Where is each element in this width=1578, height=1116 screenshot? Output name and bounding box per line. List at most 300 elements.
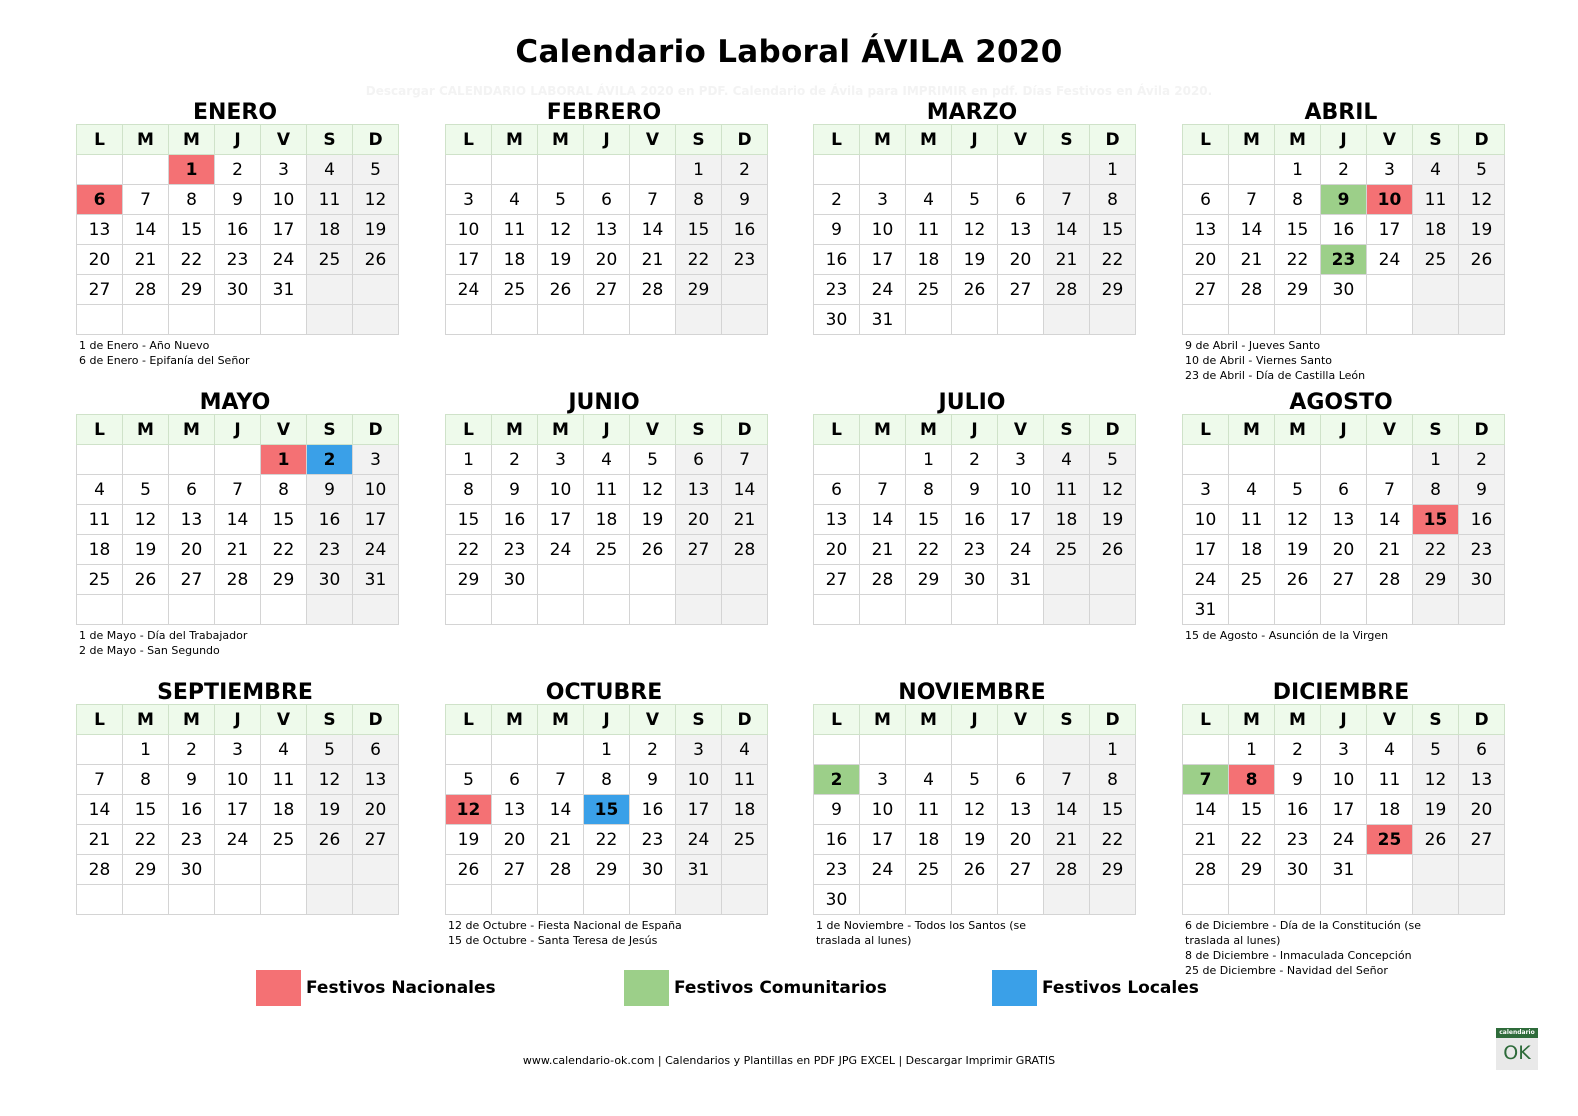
calendario-ok-logo[interactable] (1496, 1028, 1538, 1070)
day-cell: 17 (1321, 795, 1367, 825)
week-row (446, 595, 768, 625)
day-cell: 30 (215, 275, 261, 305)
day-cell: 28 (1044, 275, 1090, 305)
day-cell: 4 (1367, 735, 1413, 765)
holiday-day-cell: 2 (814, 765, 860, 795)
month-agosto (1182, 388, 1500, 643)
legend-label-local: Festivos Locales (1042, 978, 1199, 998)
empty-day-cell (998, 885, 1044, 915)
day-cell: 18 (307, 215, 353, 245)
day-cell: 24 (998, 535, 1044, 565)
empty-day-cell (538, 885, 584, 915)
weekday-label: M (169, 125, 215, 155)
day-cell: 2 (952, 445, 998, 475)
month-table (1182, 124, 1505, 335)
day-cell: 23 (1275, 825, 1321, 855)
day-cell: 17 (1367, 215, 1413, 245)
day-cell: 1 (1229, 735, 1275, 765)
week-row (77, 245, 399, 275)
day-cell: 11 (261, 765, 307, 795)
empty-day-cell (446, 305, 492, 335)
weekday-label: J (952, 125, 998, 155)
month-enero (76, 98, 394, 368)
day-cell: 2 (1321, 155, 1367, 185)
day-cell: 5 (307, 735, 353, 765)
weekday-label: S (1413, 415, 1459, 445)
empty-day-cell (676, 885, 722, 915)
month-table (813, 414, 1136, 625)
holiday-note: 25 de Diciembre - Navidad del Señor (1185, 964, 1388, 977)
week-row (446, 245, 768, 275)
holiday-note: 15 de Agosto - Asunción de la Virgen (1185, 629, 1389, 642)
day-cell: 15 (1090, 215, 1136, 245)
day-cell: 18 (584, 505, 630, 535)
day-cell: 15 (1229, 795, 1275, 825)
month-julio (813, 388, 1131, 625)
empty-day-cell (307, 885, 353, 915)
empty-day-cell (1459, 275, 1505, 305)
empty-day-cell (77, 735, 123, 765)
day-cell: 3 (1183, 475, 1229, 505)
weekday-label: S (1044, 125, 1090, 155)
weekday-label: M (906, 705, 952, 735)
holiday-note: traslada al lunes) (816, 934, 912, 947)
weekday-label: V (1367, 705, 1413, 735)
day-cell: 27 (77, 275, 123, 305)
weekday-header-row (814, 125, 1136, 155)
day-cell: 9 (307, 475, 353, 505)
empty-day-cell (353, 855, 399, 885)
day-cell: 5 (630, 445, 676, 475)
week-row (1183, 735, 1505, 765)
day-cell: 24 (353, 535, 399, 565)
day-cell: 16 (1459, 505, 1505, 535)
day-cell: 13 (169, 505, 215, 535)
empty-day-cell (215, 445, 261, 475)
weekday-header-row (446, 415, 768, 445)
weekday-label: D (353, 415, 399, 445)
day-cell: 13 (584, 215, 630, 245)
day-cell: 22 (446, 535, 492, 565)
empty-day-cell (584, 885, 630, 915)
logo-top-text: calendario (1496, 1028, 1538, 1038)
empty-day-cell (307, 855, 353, 885)
weekday-label: M (538, 125, 584, 155)
day-cell: 22 (584, 825, 630, 855)
day-cell: 26 (123, 565, 169, 595)
day-cell: 17 (215, 795, 261, 825)
holiday-note: 23 de Abril - Día de Castilla León (1185, 369, 1366, 382)
day-cell: 25 (1229, 565, 1275, 595)
day-cell: 7 (860, 475, 906, 505)
holiday-notes (76, 628, 394, 658)
weekday-label: J (215, 125, 261, 155)
day-cell: 23 (722, 245, 768, 275)
weekday-header-row (1183, 415, 1505, 445)
weekday-label: V (630, 415, 676, 445)
day-cell: 19 (353, 215, 399, 245)
day-cell: 25 (77, 565, 123, 595)
day-cell: 17 (676, 795, 722, 825)
empty-day-cell (1367, 595, 1413, 625)
day-cell: 5 (952, 185, 998, 215)
empty-day-cell (1044, 735, 1090, 765)
empty-day-cell (722, 855, 768, 885)
day-cell: 18 (261, 795, 307, 825)
day-cell: 16 (952, 505, 998, 535)
empty-day-cell (77, 595, 123, 625)
weekday-label: V (630, 125, 676, 155)
empty-day-cell (952, 155, 998, 185)
legend-swatch-comunitario (624, 970, 669, 1006)
weekday-label: D (722, 415, 768, 445)
day-cell: 7 (1044, 185, 1090, 215)
day-cell: 13 (1183, 215, 1229, 245)
empty-day-cell (952, 305, 998, 335)
week-row (1183, 885, 1505, 915)
weekday-label: J (1321, 125, 1367, 155)
day-cell: 27 (1321, 565, 1367, 595)
day-cell: 22 (1413, 535, 1459, 565)
empty-day-cell (1321, 305, 1367, 335)
day-cell: 27 (353, 825, 399, 855)
weekday-label: L (446, 415, 492, 445)
day-cell: 24 (538, 535, 584, 565)
day-cell: 10 (676, 765, 722, 795)
week-row (77, 305, 399, 335)
empty-day-cell (952, 735, 998, 765)
day-cell: 22 (1090, 825, 1136, 855)
day-cell: 8 (169, 185, 215, 215)
week-row (814, 155, 1136, 185)
day-cell: 27 (1459, 825, 1505, 855)
day-cell: 11 (906, 795, 952, 825)
day-cell: 25 (584, 535, 630, 565)
week-row (814, 305, 1136, 335)
week-row (446, 185, 768, 215)
month-table (445, 414, 768, 625)
day-cell: 17 (860, 825, 906, 855)
footer-text[interactable]: www.calendario-ok.com | Calendarios y Plantillas en PDF JPG EXCEL | Descargar Imprimir GRATIS (522, 1054, 1056, 1067)
day-cell: 7 (215, 475, 261, 505)
day-cell: 21 (1044, 245, 1090, 275)
weekday-label: J (1321, 705, 1367, 735)
empty-day-cell (998, 735, 1044, 765)
week-row (77, 155, 399, 185)
empty-day-cell (584, 155, 630, 185)
week-row (77, 505, 399, 535)
empty-day-cell (446, 885, 492, 915)
day-cell: 11 (1044, 475, 1090, 505)
day-cell: 9 (492, 475, 538, 505)
holiday-notes (1182, 918, 1500, 978)
empty-day-cell (906, 305, 952, 335)
day-cell: 9 (1459, 475, 1505, 505)
day-cell: 29 (584, 855, 630, 885)
empty-day-cell (169, 445, 215, 475)
day-cell: 4 (1413, 155, 1459, 185)
day-cell: 12 (1090, 475, 1136, 505)
day-cell: 8 (676, 185, 722, 215)
weekday-label: M (123, 415, 169, 445)
empty-day-cell (1229, 305, 1275, 335)
day-cell: 4 (307, 155, 353, 185)
day-cell: 5 (538, 185, 584, 215)
day-cell: 22 (261, 535, 307, 565)
empty-day-cell (998, 595, 1044, 625)
day-cell: 9 (630, 765, 676, 795)
day-cell: 20 (814, 535, 860, 565)
day-cell: 6 (492, 765, 538, 795)
day-cell: 16 (722, 215, 768, 245)
weekday-label: M (1275, 125, 1321, 155)
day-cell: 9 (1275, 765, 1321, 795)
day-cell: 21 (77, 825, 123, 855)
empty-day-cell (1044, 595, 1090, 625)
day-cell: 15 (906, 505, 952, 535)
day-cell: 30 (1275, 855, 1321, 885)
holiday-day-cell: 25 (1367, 825, 1413, 855)
month-name: SEPTIEMBRE (157, 680, 313, 705)
day-cell: 12 (123, 505, 169, 535)
empty-day-cell (261, 855, 307, 885)
week-row (814, 475, 1136, 505)
day-cell: 30 (814, 885, 860, 915)
empty-day-cell (1413, 275, 1459, 305)
day-cell: 28 (860, 565, 906, 595)
day-cell: 1 (123, 735, 169, 765)
empty-day-cell (952, 595, 998, 625)
day-cell: 11 (906, 215, 952, 245)
holiday-note: traslada al lunes) (1185, 934, 1281, 947)
holiday-note: 15 de Octubre - Santa Teresa de Jesús (448, 934, 658, 947)
weekday-header-row (814, 705, 1136, 735)
week-row (77, 595, 399, 625)
empty-day-cell (1367, 445, 1413, 475)
day-cell: 24 (860, 855, 906, 885)
day-cell: 26 (446, 855, 492, 885)
day-cell: 13 (676, 475, 722, 505)
day-cell: 17 (538, 505, 584, 535)
week-row (446, 855, 768, 885)
day-cell: 28 (1367, 565, 1413, 595)
weekday-label: S (1044, 705, 1090, 735)
day-cell: 5 (1090, 445, 1136, 475)
month-febrero (445, 98, 763, 335)
empty-day-cell (906, 155, 952, 185)
day-cell: 29 (676, 275, 722, 305)
empty-day-cell (814, 595, 860, 625)
holiday-day-cell: 1 (261, 445, 307, 475)
week-row (1183, 795, 1505, 825)
empty-day-cell (722, 275, 768, 305)
day-cell: 8 (1275, 185, 1321, 215)
month-name: MARZO (926, 100, 1018, 125)
empty-day-cell (860, 595, 906, 625)
week-row (77, 795, 399, 825)
weekday-label: M (1275, 415, 1321, 445)
day-cell: 13 (998, 215, 1044, 245)
day-cell: 4 (906, 765, 952, 795)
day-cell: 28 (1183, 855, 1229, 885)
empty-day-cell (584, 595, 630, 625)
day-cell: 21 (538, 825, 584, 855)
day-cell: 29 (261, 565, 307, 595)
empty-day-cell (123, 445, 169, 475)
weekday-label: V (998, 415, 1044, 445)
empty-day-cell (123, 305, 169, 335)
month-name: ENERO (192, 100, 278, 125)
day-cell: 3 (860, 185, 906, 215)
day-cell: 16 (1321, 215, 1367, 245)
weekday-label: V (261, 125, 307, 155)
empty-day-cell (446, 735, 492, 765)
empty-day-cell (169, 885, 215, 915)
empty-day-cell (353, 595, 399, 625)
week-row (1183, 445, 1505, 475)
day-cell: 18 (1044, 505, 1090, 535)
weekday-label: M (860, 705, 906, 735)
holiday-note: 6 de Enero - Epifanía del Señor (79, 354, 250, 367)
week-row (814, 855, 1136, 885)
day-cell: 19 (952, 245, 998, 275)
weekday-label: L (1183, 125, 1229, 155)
day-cell: 30 (492, 565, 538, 595)
weekday-label: M (123, 705, 169, 735)
weekday-label: L (77, 125, 123, 155)
day-cell: 5 (1413, 735, 1459, 765)
day-cell: 16 (307, 505, 353, 535)
day-cell: 6 (353, 735, 399, 765)
week-row (446, 475, 768, 505)
day-cell: 19 (952, 825, 998, 855)
day-cell: 7 (722, 445, 768, 475)
month-table (1182, 414, 1505, 625)
day-cell: 8 (261, 475, 307, 505)
weekday-label: D (353, 705, 399, 735)
day-cell: 13 (353, 765, 399, 795)
day-cell: 31 (1183, 595, 1229, 625)
day-cell: 14 (860, 505, 906, 535)
day-cell: 9 (952, 475, 998, 505)
empty-day-cell (814, 155, 860, 185)
day-cell: 23 (814, 275, 860, 305)
month-name: OCTUBRE (545, 680, 663, 705)
day-cell: 24 (860, 275, 906, 305)
day-cell: 10 (1183, 505, 1229, 535)
empty-day-cell (215, 595, 261, 625)
weekday-label: L (814, 705, 860, 735)
week-row (446, 215, 768, 245)
day-cell: 16 (215, 215, 261, 245)
empty-day-cell (492, 155, 538, 185)
day-cell: 11 (307, 185, 353, 215)
weekday-label: J (584, 125, 630, 155)
day-cell: 29 (446, 565, 492, 595)
day-cell: 10 (446, 215, 492, 245)
day-cell: 22 (676, 245, 722, 275)
empty-day-cell (353, 305, 399, 335)
empty-day-cell (492, 305, 538, 335)
weekday-label: L (814, 415, 860, 445)
day-cell: 26 (1090, 535, 1136, 565)
day-cell: 29 (906, 565, 952, 595)
day-cell: 12 (1413, 765, 1459, 795)
day-cell: 3 (446, 185, 492, 215)
weekday-header-row (77, 125, 399, 155)
day-cell: 9 (814, 795, 860, 825)
weekday-label: V (261, 705, 307, 735)
day-cell: 17 (1183, 535, 1229, 565)
holiday-note: 1 de Noviembre - Todos los Santos (se (816, 919, 1027, 932)
day-cell: 21 (722, 505, 768, 535)
weekday-label: M (860, 415, 906, 445)
day-cell: 18 (722, 795, 768, 825)
empty-day-cell (446, 595, 492, 625)
day-cell: 12 (1275, 505, 1321, 535)
day-cell: 6 (1459, 735, 1505, 765)
day-cell: 23 (952, 535, 998, 565)
day-cell: 18 (1367, 795, 1413, 825)
month-table (813, 704, 1136, 915)
weekday-label: S (307, 125, 353, 155)
day-cell: 17 (261, 215, 307, 245)
empty-day-cell (676, 595, 722, 625)
day-cell: 4 (77, 475, 123, 505)
day-cell: 26 (952, 275, 998, 305)
legend-swatch-nacional (256, 970, 301, 1006)
weekday-label: D (722, 705, 768, 735)
day-cell: 3 (1367, 155, 1413, 185)
day-cell: 27 (584, 275, 630, 305)
day-cell: 17 (446, 245, 492, 275)
empty-day-cell (261, 595, 307, 625)
day-cell: 8 (1090, 185, 1136, 215)
day-cell: 21 (860, 535, 906, 565)
empty-day-cell (1321, 595, 1367, 625)
day-cell: 8 (584, 765, 630, 795)
day-cell: 14 (1229, 215, 1275, 245)
month-name: NOVIEMBRE (898, 680, 1046, 705)
day-cell: 1 (1275, 155, 1321, 185)
month-name: AGOSTO (1289, 390, 1393, 415)
day-cell: 13 (998, 795, 1044, 825)
week-row (814, 245, 1136, 275)
empty-day-cell (77, 305, 123, 335)
empty-day-cell (1275, 885, 1321, 915)
day-cell: 27 (492, 855, 538, 885)
weekday-label: J (952, 415, 998, 445)
day-cell: 5 (123, 475, 169, 505)
week-row (77, 475, 399, 505)
day-cell: 22 (1090, 245, 1136, 275)
month-name: JUNIO (568, 390, 640, 415)
day-cell: 20 (584, 245, 630, 275)
weekday-label: M (169, 415, 215, 445)
weekday-label: M (538, 705, 584, 735)
week-row (446, 445, 768, 475)
empty-day-cell (1183, 305, 1229, 335)
day-cell: 28 (538, 855, 584, 885)
day-cell: 27 (1183, 275, 1229, 305)
week-row (446, 885, 768, 915)
day-cell: 11 (492, 215, 538, 245)
month-name: MAYO (199, 390, 271, 415)
holiday-note: 2 de Mayo - San Segundo (79, 644, 220, 657)
weekday-label: J (215, 705, 261, 735)
holiday-note: 8 de Diciembre - Inmaculada Concepción (1185, 949, 1412, 962)
day-cell: 11 (1229, 505, 1275, 535)
